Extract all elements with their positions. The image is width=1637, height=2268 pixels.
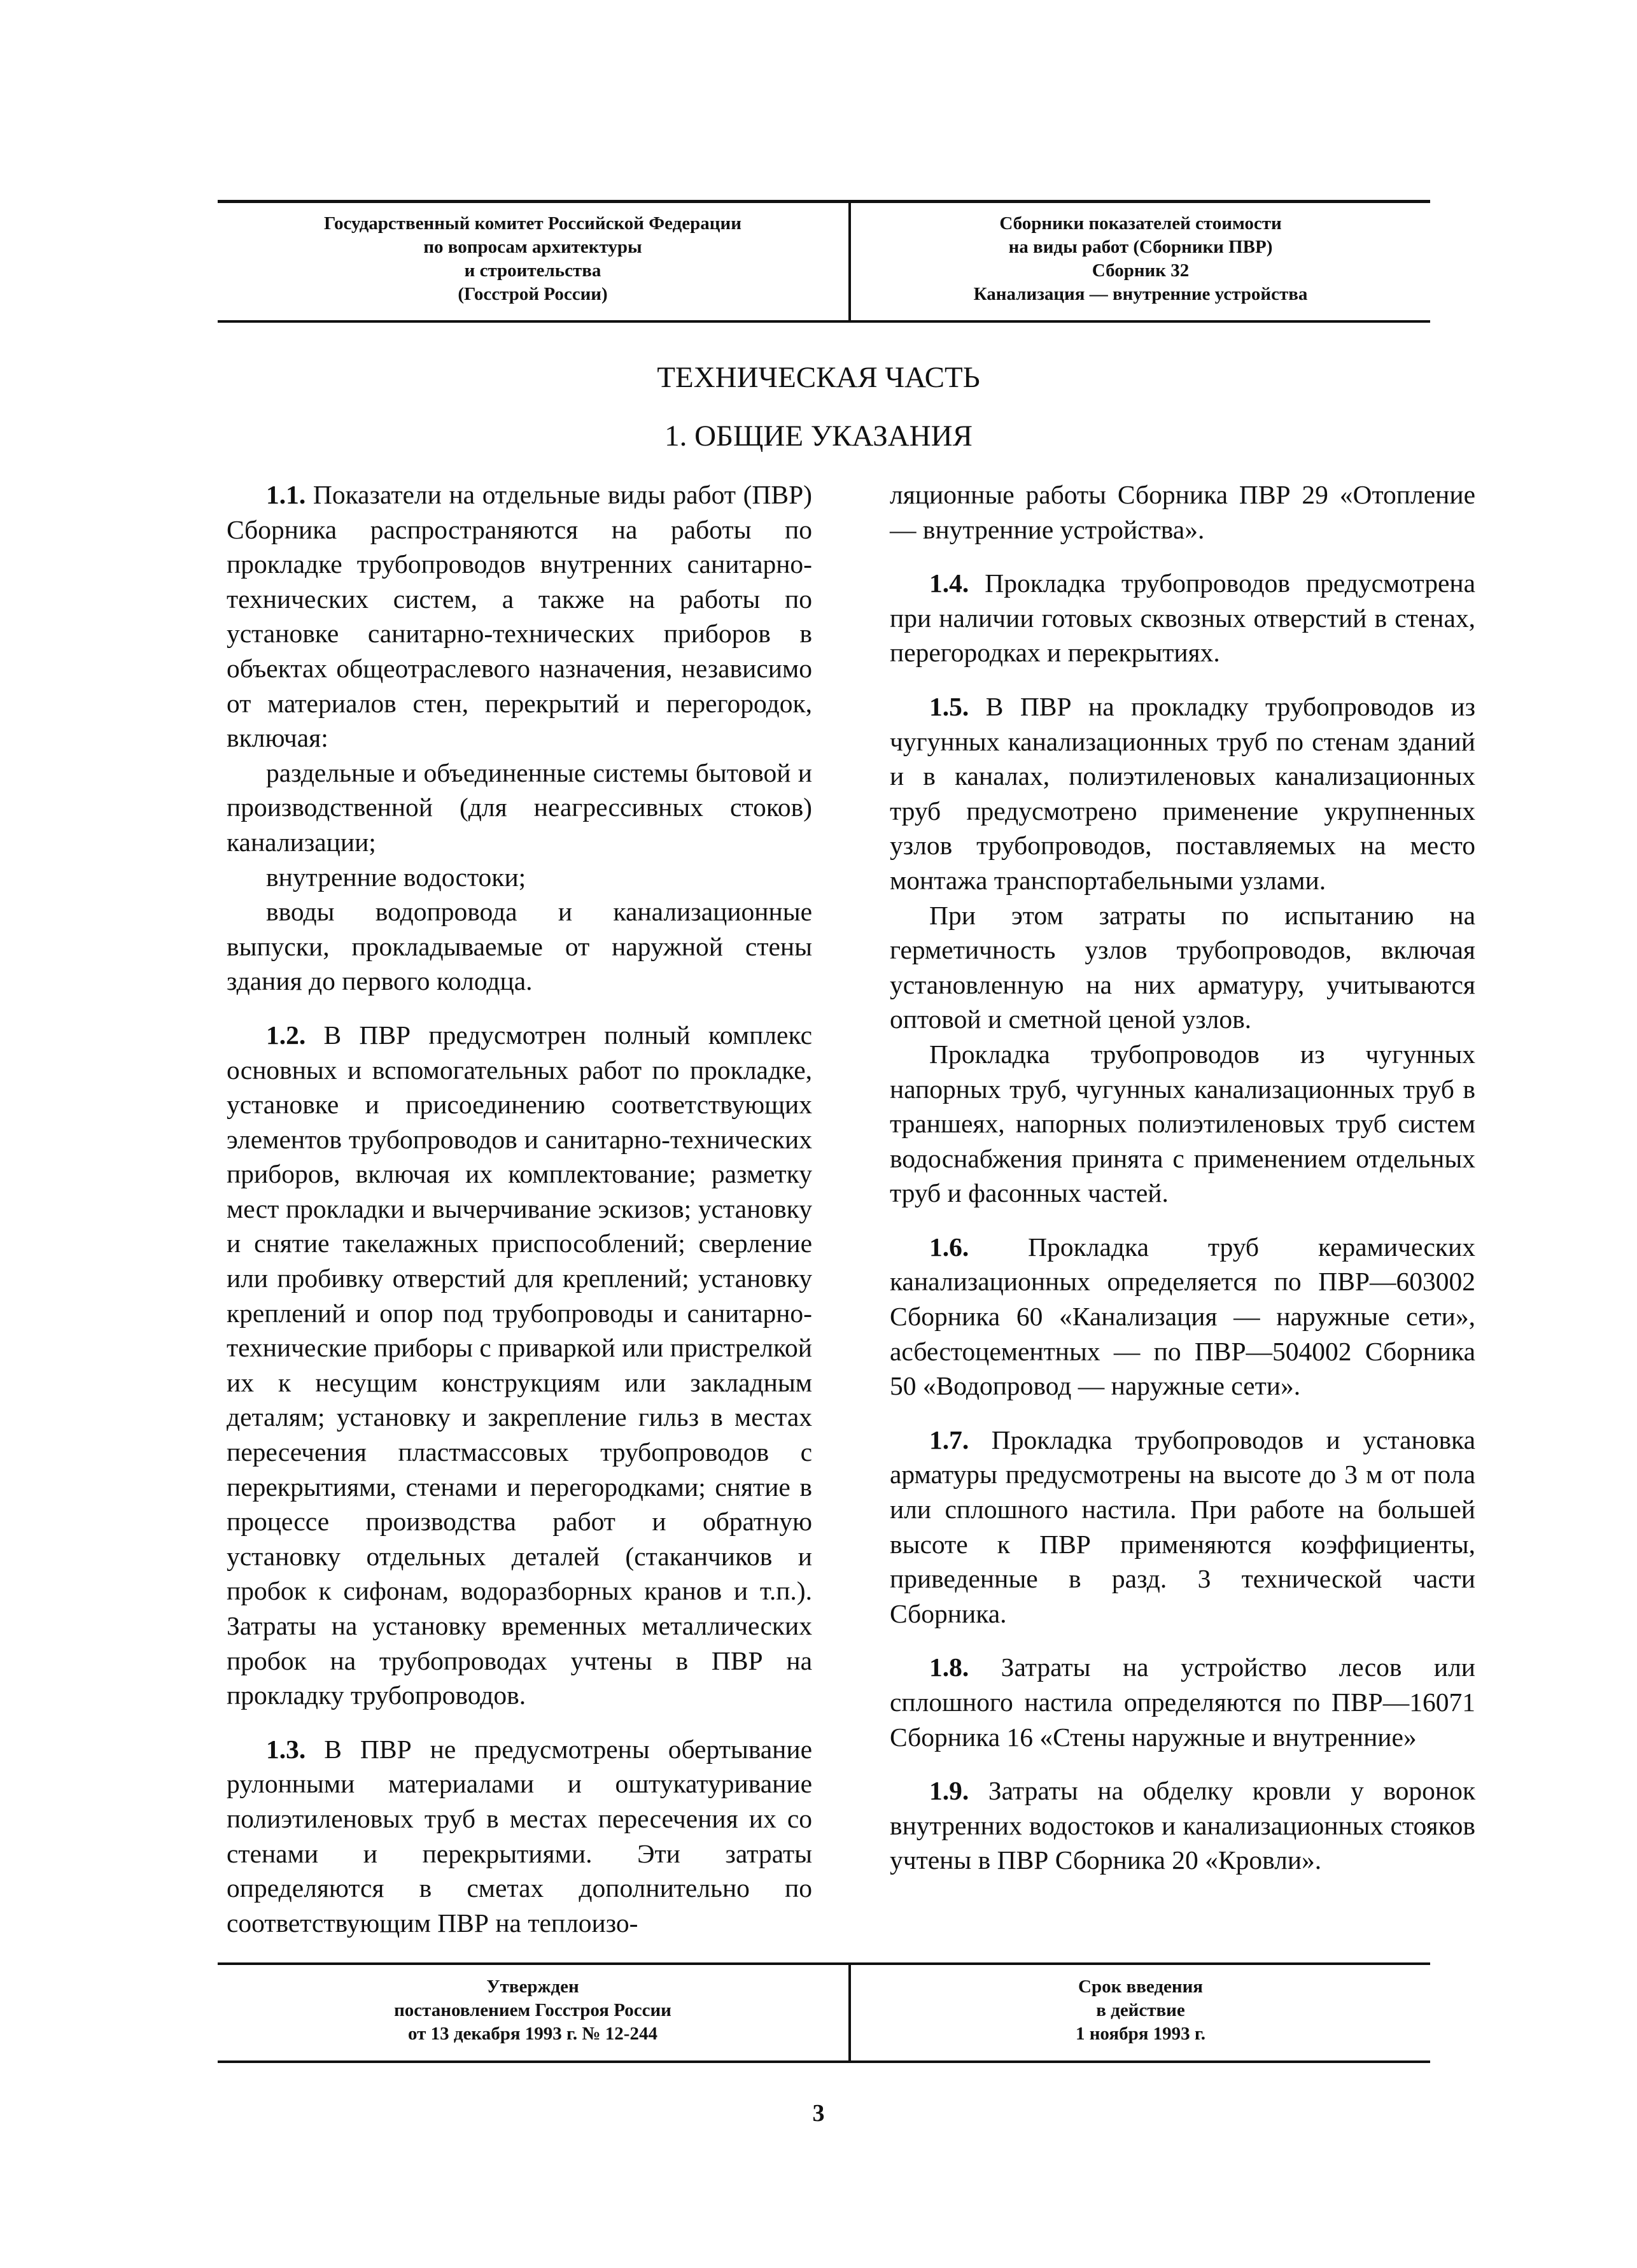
paragraph — [227, 756, 812, 860]
paragraph-text: Показатели на отдельные виды работ (ПВР) Сборника распространяются на работы по прокладке трубопроводов внутренних санитарно-технических систем, а также на работы по установке санитарно-технических приборов в объектах общеотраслевого назначения, независимо от материалов стен, перекрытий и перегородок, включая: — [227, 480, 813, 753]
footer-left-line: от 13 декабря 1993 г. № 12-244 — [408, 2024, 657, 2044]
header-left-line: и строительства — [464, 260, 601, 281]
header-right — [851, 212, 1430, 306]
header-right-line: Сборник 32 — [1092, 260, 1190, 281]
paragraph — [227, 860, 812, 895]
header-right-line: Канализация — внутренние устройства — [973, 284, 1308, 304]
paragraph-number: 1.4. — [929, 568, 969, 598]
footer-right-line: 1 ноября 1993 г. — [1075, 2024, 1206, 2044]
paragraph — [890, 1423, 1475, 1631]
footer-bottom-rule — [218, 2060, 1430, 2063]
paragraph-number: 1.9. — [929, 1776, 969, 1806]
paragraph — [890, 898, 1475, 1037]
paragraph — [227, 894, 812, 999]
section-title: ТЕХНИЧЕСКАЯ ЧАСТЬ — [657, 361, 980, 394]
paragraph — [890, 477, 1475, 547]
paragraph-text: вводы водопровода и канализационные выпуски, прокладываемые от наружной стены здания до первого колодца. — [227, 897, 812, 996]
paragraph-text: внутренние водостоки; — [266, 862, 526, 892]
paragraph — [227, 1018, 812, 1713]
footer-left — [218, 1975, 848, 2046]
paragraph — [227, 477, 812, 756]
paragraph-text: Прокладка трубопроводов предусмотрена при наличии готовых сквозных отверстий в стенах, перегородках и перекрытиях. — [890, 568, 1475, 668]
footer-left-line: Утвержден — [486, 1976, 579, 1997]
paragraph-text: При этом затраты по испытанию на герметичность узлов трубопроводов, включая установленную на них арматуру, учитываются оптовой и сметной ценой узлов. — [890, 900, 1475, 1034]
paragraph-text: Прокладка труб керамических канализационных определяется по ПВР—603002 Сборника 60 «Канализация — наружные сети», асбестоцементных — по ПВР—504002 Сборника 50 «Водопровод — наружные сети». — [890, 1232, 1475, 1401]
footer-top-rule — [218, 1962, 1430, 1965]
paragraph-text: раздельные и объединенные системы бытовой и производственной (для неагрессивных стоков) канализации; — [227, 757, 812, 857]
paragraph-number: 1.1. — [266, 480, 306, 509]
paragraph-number: 1.8. — [929, 1652, 969, 1682]
header-left-line: Государственный комитет Российской Федерации — [324, 213, 741, 234]
paragraph-number: 1.3. — [266, 1734, 306, 1764]
footer-right — [851, 1975, 1430, 2046]
left-column — [227, 477, 812, 1940]
paragraph-text: Затраты на обделку кровли у воронок внутренних водостоков и канализационных стояков учтены в ПВР Сборника 20 «Кровли». — [890, 1776, 1476, 1875]
paragraph-number: 1.6. — [929, 1232, 969, 1262]
header-top-rule — [218, 200, 1430, 203]
right-column — [890, 477, 1475, 1878]
paragraph-text: В ПВР на прокладку трубопроводов из чугунных канализационных труб по стенам зданий и в каналах, полиэтиленовых канализационных труб предусмотрено применение укрупненных узлов трубопроводов, поставляемых на место монтажа транспортабельными узлами. — [890, 691, 1475, 895]
footer-right-line: в действие — [1096, 2000, 1185, 2020]
paragraph — [890, 1037, 1475, 1211]
header-bottom-rule — [218, 320, 1430, 323]
header-left — [218, 212, 848, 306]
paragraph — [890, 689, 1475, 898]
paragraph-text: ляционные работы Сборника ПВР 29 «Отопление — внутренние устройства». — [890, 480, 1475, 544]
paragraph — [890, 1650, 1475, 1754]
header-right-line: Сборники показателей стоимости — [999, 213, 1282, 234]
paragraph-text: Прокладка трубопроводов из чугунных напорных труб, чугунных канализационных труб в траншеях, напорных полиэтиленовых труб систем водоснабжения принята с применением отдельных труб и фасонных частей. — [890, 1039, 1475, 1208]
paragraph-number: 1.2. — [266, 1020, 306, 1050]
paragraph-text: В ПВР предусмотрен полный комплекс основных и вспомогательных работ по прокладке, установке и присоединению соответствующих элементов трубопроводов и санитарно-технических приборов, включая их комплектование; разметку мест прокладки и вычерчивание эскизов; установку и снятие такелажных приспособлений; сверление или пробивку отверстий для креплений; установку креплений и опор под трубопроводы и санитарно-технические приборы с приваркой или пристрелкой их к несущим конструкциям или закладным деталям; установку и закрепление гильз в местах пересечения пластмассовых трубопроводов с перекрытиями, стенами и перегородками; снятие в процессе производства работ и обратную установку отдельных деталей (стаканчиков и пробок к сифонам, водоразборных кранов и т.п.). Затраты на установку временных металлических пробок на трубопроводах учтены в ПВР на прокладку трубопроводов. — [227, 1020, 812, 1710]
page-number: 3 — [812, 2100, 825, 2127]
paragraph-number: 1.7. — [929, 1425, 969, 1454]
subsection-title: 1. ОБЩИЕ УКАЗАНИЯ — [664, 419, 973, 453]
paragraph — [890, 1773, 1475, 1878]
footer-right-line: Срок введения — [1078, 1976, 1203, 1997]
paragraph — [227, 1732, 812, 1941]
header-left-line: (Госстрой России) — [458, 284, 608, 304]
footer-left-line: постановлением Госстроя России — [394, 2000, 671, 2020]
paragraph — [890, 566, 1475, 670]
paragraph-text: В ПВР не предусмотрены обертывание рулонными материалами и оштукатуривание полиэтиленовых труб в местах пересечения их со стенами и перекрытиями. Эти затраты определяются в сметах дополнительно по соответствующим ПВР на теплоизо- — [227, 1734, 813, 1938]
header-left-line: по вопросам архитектуры — [423, 237, 642, 257]
paragraph-number: 1.5. — [929, 691, 969, 721]
paragraph — [890, 1230, 1475, 1404]
paragraph-text: Прокладка трубопроводов и установка арматуры предусмотрены на высоте до 3 м от пола или сплошного настила. При работе на большей высоте к ПВР применяются коэффициенты, приведенные в разд. 3 технической части Сборника. — [890, 1425, 1476, 1628]
paragraph-text: Затраты на устройство лесов или сплошного настила определяются по ПВР—16071 Сборника 16 «Стены наружные и внутренние» — [890, 1652, 1475, 1752]
header-right-line: на виды работ (Сборники ПВР) — [1008, 237, 1273, 257]
